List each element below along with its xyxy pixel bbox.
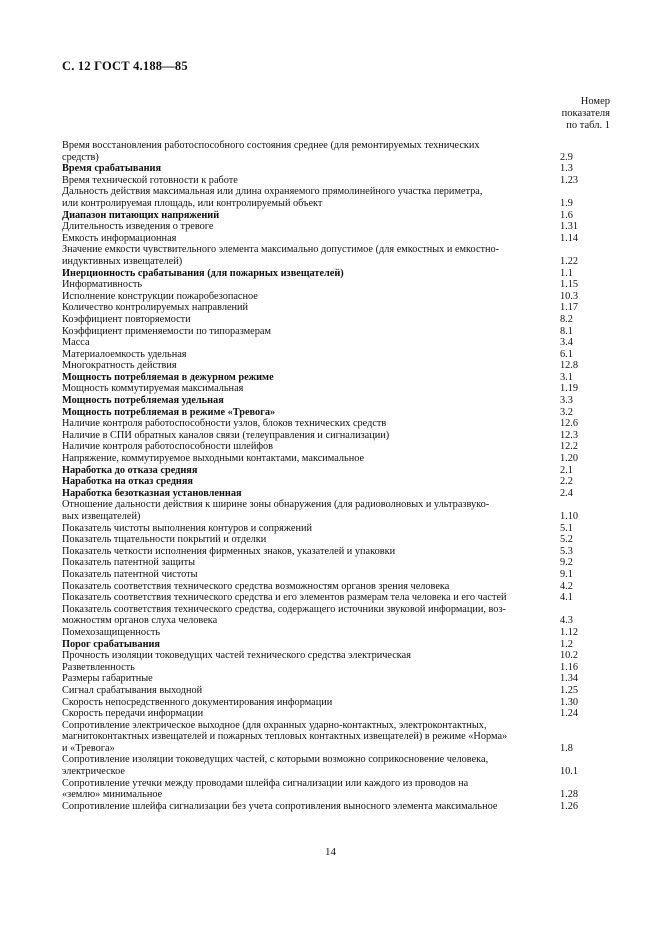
entry-number: 8.2 bbox=[560, 313, 573, 325]
index-entry bbox=[62, 302, 610, 314]
entry-title bbox=[62, 534, 560, 546]
entry-title bbox=[62, 395, 560, 407]
entry-title-line: Показатель патентной защиты bbox=[62, 557, 195, 569]
entry-title bbox=[62, 604, 560, 627]
index-entry bbox=[62, 395, 610, 407]
entry-title-line: Время срабатывания bbox=[62, 163, 162, 175]
entry-number: 3.3 bbox=[560, 395, 573, 407]
index-entry bbox=[62, 546, 610, 558]
column-header-line: Номер bbox=[580, 96, 610, 107]
entry-title bbox=[62, 221, 560, 233]
entry-number: 1.3 bbox=[560, 163, 573, 175]
entry-number: 2.2 bbox=[560, 476, 573, 488]
entry-number: 10.3 bbox=[560, 290, 579, 302]
index-entry bbox=[62, 279, 610, 291]
entry-number: 5.3 bbox=[560, 545, 573, 557]
entry-number: 1.26 bbox=[560, 800, 579, 812]
entry-title bbox=[62, 349, 560, 361]
entry-title-line: Мощность потребляемая в дежурном режиме bbox=[62, 371, 274, 383]
entry-number: 9.1 bbox=[560, 568, 573, 580]
index-entry bbox=[62, 488, 610, 500]
entry-title bbox=[62, 801, 560, 813]
entry-number: 3.4 bbox=[560, 337, 573, 349]
entry-title bbox=[62, 360, 560, 372]
entry-title bbox=[62, 175, 560, 187]
entry-number: 1.31 bbox=[560, 221, 579, 233]
entry-title-line: Показатель соответствия технического средства возможностям органов зрения человека bbox=[62, 580, 450, 592]
entry-number: 1.19 bbox=[560, 383, 579, 395]
index-entry bbox=[62, 326, 610, 338]
index-entry bbox=[62, 314, 610, 326]
page-header: С. 12 ГОСТ 4.188—85 bbox=[62, 59, 188, 73]
entry-title-line: Напряжение, коммутируемое выходными контактами, максимальное bbox=[62, 453, 365, 465]
index-entry bbox=[62, 592, 610, 604]
column-header-line: по табл. 1 bbox=[566, 120, 610, 131]
entry-title bbox=[62, 337, 560, 349]
entry-number: 9.2 bbox=[560, 557, 573, 569]
index-entry bbox=[62, 210, 610, 222]
entry-title-line: Наработка до отказа средняя bbox=[62, 464, 198, 476]
entry-number: 3.2 bbox=[560, 406, 573, 418]
entry-number: 1.28 bbox=[560, 789, 579, 801]
index-entry bbox=[62, 673, 610, 685]
entry-title bbox=[62, 407, 560, 419]
entry-title-line: Размеры габаритные bbox=[62, 673, 153, 685]
entry-number: 1.25 bbox=[560, 684, 579, 696]
entry-number: 4.1 bbox=[560, 592, 573, 604]
entry-title bbox=[62, 592, 560, 604]
entry-number: 1.2 bbox=[560, 638, 573, 650]
index-entry bbox=[62, 754, 610, 777]
entry-title bbox=[62, 476, 560, 488]
entry-number: 1.22 bbox=[560, 255, 579, 267]
entry-number: 1.30 bbox=[560, 696, 579, 708]
entry-title bbox=[62, 233, 560, 245]
entry-number: 8.1 bbox=[560, 325, 573, 337]
entry-title-line: Коэффициент повторяемости bbox=[62, 313, 191, 325]
entry-title bbox=[62, 372, 560, 384]
index-entry bbox=[62, 430, 610, 442]
index-entry bbox=[62, 465, 610, 477]
index-entry bbox=[62, 499, 610, 522]
entry-title bbox=[62, 279, 560, 291]
entry-number: 10.2 bbox=[560, 650, 579, 662]
entry-title bbox=[62, 673, 560, 685]
entry-title-line: Скорость непосредственного документирования информации bbox=[62, 696, 333, 708]
entry-title bbox=[62, 685, 560, 697]
index-entry bbox=[62, 697, 610, 709]
entry-title-line: Сопротивление шлейфа сигнализации без учета сопротивления выносного элемента максимальное bbox=[62, 800, 498, 812]
index-entry bbox=[62, 244, 610, 267]
entry-title-line: Мощность потребляемая в режиме «Тревога» bbox=[62, 406, 276, 418]
entry-title-line: и «Тревога» bbox=[62, 742, 115, 754]
entry-title-line: можностям органов слуха человека bbox=[62, 615, 218, 627]
entry-title bbox=[62, 499, 560, 522]
entry-title bbox=[62, 453, 560, 465]
entry-title-line: Коэффициент применяемости по типоразмерам bbox=[62, 325, 271, 337]
entry-number: 2.1 bbox=[560, 464, 573, 476]
entry-number: 5.2 bbox=[560, 534, 573, 546]
index-entry bbox=[62, 407, 610, 419]
entry-title-line: Сопротивление утечки между проводами шлейфа сигнализации или каждого из проводов на bbox=[62, 777, 469, 789]
entry-number: 10.1 bbox=[560, 766, 579, 778]
entry-number: 3.1 bbox=[560, 371, 573, 383]
entry-title-line: Показатель чистоты выполнения контуров и сопряжений bbox=[62, 522, 312, 534]
entry-title bbox=[62, 754, 560, 777]
entry-title-line: Прочность изоляции токоведущих частей технического средства электрическая bbox=[62, 650, 411, 662]
index-entry bbox=[62, 163, 610, 175]
entry-title bbox=[62, 186, 560, 209]
entry-number: 1.9 bbox=[560, 197, 573, 209]
entry-title-line: Показатель соответствия технического средства и его элементов размерам тела человека и его частей bbox=[62, 592, 507, 604]
entry-title-line: Порог срабатывания bbox=[62, 638, 161, 650]
index-entry bbox=[62, 140, 610, 163]
entry-title-line: Значение емкости чувствительного элемента максимально допустимое (для емкостных и емкостно- bbox=[62, 244, 500, 256]
entry-number: 12.3 bbox=[560, 429, 579, 441]
entry-title bbox=[62, 441, 560, 453]
entry-title-line: Исполнение конструкции пожаробезопасное bbox=[62, 290, 258, 302]
index-entry bbox=[62, 349, 610, 361]
index-entry bbox=[62, 418, 610, 430]
entry-title bbox=[62, 720, 560, 755]
index-entry bbox=[62, 360, 610, 372]
entry-title-line: средств) bbox=[62, 151, 99, 163]
entry-number: 12.2 bbox=[560, 441, 579, 453]
index-entry bbox=[62, 453, 610, 465]
entry-number: 1.14 bbox=[560, 232, 579, 244]
entry-title-line: вых извещателей) bbox=[62, 511, 141, 522]
entry-number: 12.8 bbox=[560, 360, 579, 372]
page-number: 14 bbox=[325, 846, 336, 858]
entry-title bbox=[62, 326, 560, 338]
entry-title-line: Наличие контроля работоспособности шлейфов bbox=[62, 441, 274, 453]
index-entry bbox=[62, 720, 610, 755]
entry-title-line: Емкость информационная bbox=[62, 232, 177, 244]
entry-title-line: Наработка на отказ средняя bbox=[62, 476, 193, 488]
column-header bbox=[530, 96, 610, 132]
index-entry bbox=[62, 476, 610, 488]
entry-title-line: Мощность коммутируемая максимальная bbox=[62, 383, 244, 395]
entry-number: 1.23 bbox=[560, 174, 579, 186]
index-entry bbox=[62, 441, 610, 453]
entry-title bbox=[62, 140, 560, 163]
index-entry bbox=[62, 268, 610, 280]
entry-number: 12.6 bbox=[560, 418, 579, 430]
index-entry bbox=[62, 337, 610, 349]
entry-number: 1.10 bbox=[560, 511, 579, 522]
entry-title bbox=[62, 488, 560, 500]
index-entry bbox=[62, 581, 610, 593]
entry-title bbox=[62, 627, 560, 639]
entry-number: 6.1 bbox=[560, 348, 573, 360]
index-entry bbox=[62, 557, 610, 569]
index-entry bbox=[62, 778, 610, 801]
entry-number: 1.15 bbox=[560, 279, 579, 291]
entry-title bbox=[62, 163, 560, 175]
entry-number: 1.8 bbox=[560, 742, 573, 754]
entry-number: 1.1 bbox=[560, 267, 573, 279]
entry-title bbox=[62, 569, 560, 581]
entry-title-line: Отношение дальности действия к ширине зоны обнаружения (для радиоволновых и ультразвуко- bbox=[62, 499, 490, 511]
index-entry bbox=[62, 372, 610, 384]
index-entry bbox=[62, 650, 610, 662]
entry-number: 1.16 bbox=[560, 661, 579, 673]
index-entry bbox=[62, 708, 610, 720]
index-entry bbox=[62, 639, 610, 651]
entry-title bbox=[62, 244, 560, 267]
entry-title-line: Информативность bbox=[62, 279, 143, 291]
entry-number: 1.17 bbox=[560, 302, 579, 314]
index-entry bbox=[62, 221, 610, 233]
entry-number: 2.4 bbox=[560, 487, 573, 499]
entry-title bbox=[62, 523, 560, 535]
entry-title-line: Показатель соответствия технического средства, содержащего источники звуковой информации, воз- bbox=[62, 603, 506, 615]
entry-title-line: Показатель патентной чистоты bbox=[62, 568, 198, 580]
index-entry bbox=[62, 604, 610, 627]
entry-title-line: Наработка безотказная установленная bbox=[62, 487, 242, 499]
index-entry bbox=[62, 523, 610, 535]
entry-title-line: Наличие в СПИ обратных каналов связи (телеуправления и сигнализации) bbox=[62, 429, 390, 441]
index-entry bbox=[62, 685, 610, 697]
entry-title-line: Время технической готовности к работе bbox=[62, 174, 238, 186]
entry-title bbox=[62, 302, 560, 314]
entry-number: 1.24 bbox=[560, 708, 579, 720]
entry-title-line: Наличие контроля работоспособности узлов, блоков технических средств bbox=[62, 418, 387, 430]
entry-title-line: или контролируемая площадь, или контролируемый объект bbox=[62, 197, 323, 209]
entry-title-line: Сопротивление электрическое выходное (для охранных ударно-контактных, электроконтактных, bbox=[62, 719, 487, 731]
index-entry bbox=[62, 534, 610, 546]
entry-title-line: Сопротивление изоляции токоведущих частей, с которыми возможно соприкосновение человека, bbox=[62, 754, 489, 766]
entry-title-line: Показатель тщательности покрытий и отделки bbox=[62, 534, 267, 546]
entry-title-line: Разветвленность bbox=[62, 661, 135, 673]
entry-number: 1.12 bbox=[560, 626, 579, 638]
entry-title-line: Масса bbox=[62, 337, 90, 349]
entry-title bbox=[62, 465, 560, 477]
entry-title bbox=[62, 778, 560, 801]
column-header-line: показателя bbox=[561, 108, 610, 119]
entry-title bbox=[62, 581, 560, 593]
entry-title bbox=[62, 697, 560, 709]
index-entry bbox=[62, 662, 610, 674]
entry-title-line: Инерционность срабатывания (для пожарных извещателей) bbox=[62, 267, 344, 279]
entry-title bbox=[62, 383, 560, 395]
entry-title-line: Количество контролируемых направлений bbox=[62, 302, 249, 314]
entry-title-line: Скорость передачи информации bbox=[62, 708, 204, 720]
entry-title-line: Время восстановления работоспособного состояния среднее (для ремонтируемых технических bbox=[62, 140, 480, 151]
entry-title bbox=[62, 639, 560, 651]
index-entry bbox=[62, 569, 610, 581]
index-entry bbox=[62, 627, 610, 639]
entry-title-line: Диапазон питающих напряжений bbox=[62, 209, 220, 221]
entry-number: 1.6 bbox=[560, 209, 573, 221]
entry-title bbox=[62, 268, 560, 280]
entry-number: 5.1 bbox=[560, 522, 573, 534]
entry-title bbox=[62, 430, 560, 442]
entry-title bbox=[62, 546, 560, 558]
entry-title-line: Дальность действия максимальная или длина охраняемого прямолинейного участка периметра, bbox=[62, 186, 483, 198]
entry-title-line: Сигнал срабатывания выходной bbox=[62, 684, 203, 696]
index-list bbox=[62, 140, 610, 812]
entry-title bbox=[62, 291, 560, 303]
entry-title-line: Многократность действия bbox=[62, 360, 177, 372]
entry-title bbox=[62, 650, 560, 662]
entry-number: 1.34 bbox=[560, 673, 579, 685]
entry-number: 4.3 bbox=[560, 615, 573, 627]
entry-title-line: «землю» минимальное bbox=[62, 789, 163, 801]
index-entry bbox=[62, 175, 610, 187]
entry-title bbox=[62, 662, 560, 674]
entry-title-line: Материалоемкость удельная bbox=[62, 348, 187, 360]
entry-title-line: индуктивных извещателей) bbox=[62, 255, 183, 267]
entry-number: 1.20 bbox=[560, 453, 579, 465]
entry-title-line: Длительность изведения о тревоге bbox=[62, 221, 214, 233]
entry-title bbox=[62, 708, 560, 720]
entry-title-line: магнитоконтактных извещателей и пожарных тепловых контактных извещателей) в режиме «Норма» bbox=[62, 731, 508, 743]
index-entry bbox=[62, 233, 610, 245]
entry-title-line: электрическое bbox=[62, 766, 125, 778]
entry-title bbox=[62, 314, 560, 326]
entry-title bbox=[62, 210, 560, 222]
entry-title-line: Помехозащищенность bbox=[62, 626, 161, 638]
entry-title bbox=[62, 418, 560, 430]
entry-number: 4.2 bbox=[560, 580, 573, 592]
entry-number: 2.9 bbox=[560, 151, 573, 163]
index-entry bbox=[62, 383, 610, 395]
index-entry bbox=[62, 186, 610, 209]
index-entry bbox=[62, 291, 610, 303]
entry-title bbox=[62, 557, 560, 569]
entry-title-line: Мощность потребляемая удельная bbox=[62, 395, 224, 407]
index-entry bbox=[62, 801, 610, 813]
entry-title-line: Показатель четкости исполнения фирменных знаков, указателей и упаковки bbox=[62, 545, 396, 557]
